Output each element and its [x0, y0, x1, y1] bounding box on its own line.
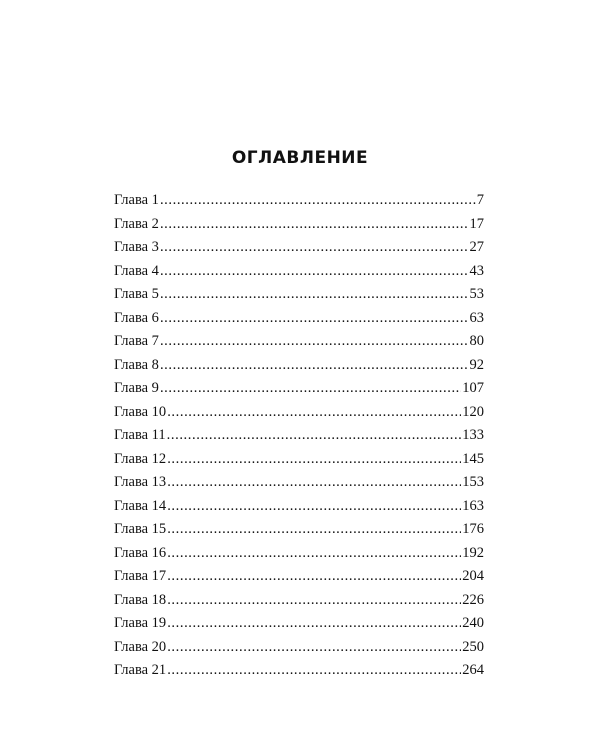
toc-entry-page-number: 7	[476, 192, 484, 208]
toc-entry	[114, 401, 484, 425]
toc-entry-page-number: 43	[469, 262, 484, 279]
dot-leader	[167, 495, 461, 519]
toc-entry	[114, 307, 484, 331]
dot-leader	[167, 612, 461, 636]
toc-entry	[114, 377, 484, 401]
toc-entry-label: Глава 15	[114, 521, 167, 537]
toc-entry-label: Глава 5	[114, 286, 159, 302]
toc-entry-page-number: 92	[469, 356, 484, 373]
toc-entry-label: Глава 13	[114, 474, 167, 490]
dot-leader	[160, 236, 469, 260]
dot-leader	[167, 424, 462, 448]
toc-entry-label: Глава 17	[114, 568, 167, 584]
toc-entry	[114, 542, 484, 566]
dot-leader	[160, 354, 469, 378]
dot-leader	[167, 401, 461, 425]
toc-entry-label: Глава 10	[114, 403, 167, 420]
toc-entry-label: Глава 21	[114, 662, 167, 678]
dot-leader	[167, 636, 461, 660]
dot-leader	[160, 189, 476, 213]
toc-list	[114, 189, 484, 683]
toc-entry-page-number: 120	[462, 403, 484, 420]
dot-leader	[167, 518, 461, 542]
toc-entry	[114, 424, 484, 448]
toc-entry	[114, 659, 484, 683]
dot-leader	[167, 659, 461, 683]
toc-entry-label: Глава 14	[114, 497, 167, 514]
toc-entry-label: Глава 3	[114, 239, 159, 255]
toc-entry-page-number: 204	[462, 568, 484, 584]
toc-entry	[114, 354, 484, 378]
toc-entry-page-number: 17	[469, 215, 484, 232]
toc-entry	[114, 283, 484, 307]
toc-entry	[114, 236, 484, 260]
toc-entry	[114, 213, 484, 237]
toc-entry	[114, 636, 484, 660]
toc-entry-page-number: 27	[469, 239, 484, 255]
toc-entry-label: Глава 1	[114, 192, 159, 208]
toc-entry-page-number: 153	[462, 474, 484, 490]
toc-entry-page-number: 250	[462, 638, 484, 655]
toc-entry-page-number: 107	[462, 380, 484, 396]
toc-entry-label: Глава 4	[114, 262, 159, 279]
toc-entry	[114, 260, 484, 284]
toc-entry-label: Глава 8	[114, 356, 159, 373]
dot-leader	[167, 471, 461, 495]
dot-leader	[160, 330, 469, 354]
toc-entry	[114, 589, 484, 613]
toc-title: ОГЛАВЛЕНИЕ	[231, 148, 369, 168]
toc-entry-page-number: 176	[462, 521, 484, 537]
toc-entry-page-number: 80	[469, 333, 484, 349]
toc-entry-label: Глава 16	[114, 544, 167, 561]
dot-leader	[160, 213, 469, 237]
dot-leader	[160, 283, 469, 307]
toc-entry	[114, 471, 484, 495]
toc-entry-page-number: 163	[462, 497, 484, 514]
dot-leader	[160, 307, 469, 331]
toc-entry-page-number: 264	[462, 662, 484, 678]
toc-entry-label: Глава 7	[114, 333, 159, 349]
toc-entry-page-number: 240	[462, 615, 484, 631]
toc-entry-page-number: 145	[462, 450, 484, 467]
dot-leader	[167, 448, 461, 472]
toc-entry-page-number: 133	[462, 427, 484, 443]
toc-entry-label: Глава 6	[114, 309, 159, 326]
toc-entry	[114, 612, 484, 636]
toc-entry-label: Глава 20	[114, 638, 167, 655]
toc-entry	[114, 330, 484, 354]
toc-entry-page-number: 192	[462, 544, 484, 561]
dot-leader	[167, 542, 461, 566]
dot-leader	[160, 260, 469, 284]
toc-entry-label: Глава 18	[114, 591, 167, 608]
dot-leader	[167, 565, 461, 589]
toc-entry-label: Глава 11	[114, 427, 166, 443]
dot-leader	[167, 589, 461, 613]
toc-entry-label: Глава 12	[114, 450, 167, 467]
toc-entry-page-number: 53	[469, 286, 484, 302]
toc-entry	[114, 189, 484, 213]
toc-entry	[114, 495, 484, 519]
toc-entry-label: Глава 19	[114, 615, 167, 631]
toc-entry	[114, 565, 484, 589]
toc-entry-label: Глава 2	[114, 215, 159, 232]
toc-entry	[114, 518, 484, 542]
toc-entry-page-number: 63	[469, 309, 484, 326]
toc-entry-page-number: 226	[462, 591, 484, 608]
toc-entry	[114, 448, 484, 472]
toc-entry-label: Глава 9	[114, 380, 159, 396]
dot-leader	[160, 377, 461, 401]
